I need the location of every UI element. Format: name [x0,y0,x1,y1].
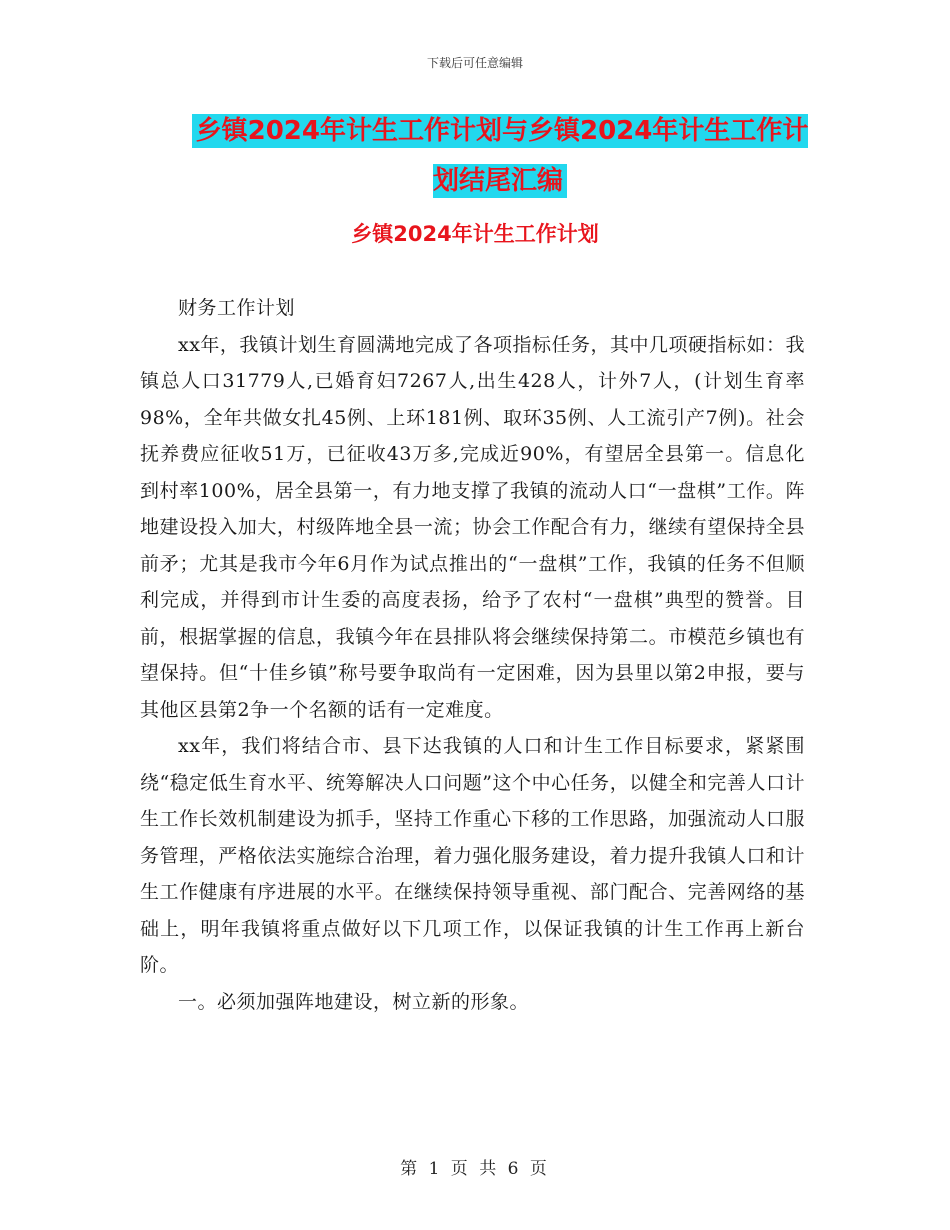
paragraph: 一。必须加强阵地建设，树立新的形象。 [178,990,530,1013]
document-title-text: 乡镇2024年计生工作计划与乡镇2024年计生工作计划结尾汇编 [192,114,809,198]
document-body [140,290,805,1020]
section-title: 乡镇2024年计生工作计划 [351,222,599,246]
page-indicator: 第 1 页 共 6 页 [400,1159,550,1179]
document-title [190,106,810,206]
paragraph-heading: 财务工作计划 [178,297,296,319]
paragraph: xx年，我镇计划生育圆满地完成了各项指标任务，其中几项硬指标如：我镇总人口31779人,已婚育妇7267人,出生428人，计外7人，(计划生育率98%，全年共做女扎45例、上环181例、取环35例、人工流引产7例)。社会抚养费应征收51万，已征收43万多,完成近90%，有望居全县第一。信息化到村率100%，居全县第一，有力地支撑了我镇的流动人口“一盘棋”工作。阵地建设投入加大，村级阵地全县一流；协会工作配合有力，继续有望保持全县前矛；尤其是我市今年6月作为试点推出的“一盘棋”工作，我镇的任务不但顺利完成，并得到市计生委的高度表扬，给予了农村“一盘棋”典型的赞誉。目前，根据掌握的信息，我镇今年在县排队将会继续保持第二。市模范乡镇也有望保持。但“十佳乡镇”称号要争取尚有一定困难，因为县里以第2申报，要与其他区县第2争一个名额的话有一定难度。 [140,333,805,721]
download-note: 下载后可任意编辑 [426,56,523,70]
paragraph: xx年，我们将结合市、县下达我镇的人口和计生工作目标要求，紧紧围绕“稳定低生育水平、统筹解决人口问题”这个中心任务，以健全和完善人口计生工作长效机制建设为抓手，坚持工作重心下移的工作思路，加强流动人口服务管理，严格依法实施综合治理，着力强化服务建设，着力提升我镇人口和计生工作健康有序进展的水平。在继续保持领导重视、部门配合、完善网络的基础上，明年我镇将重点做好以下几项工作，以保证我镇的计生工作再上新台阶。 [140,735,805,976]
